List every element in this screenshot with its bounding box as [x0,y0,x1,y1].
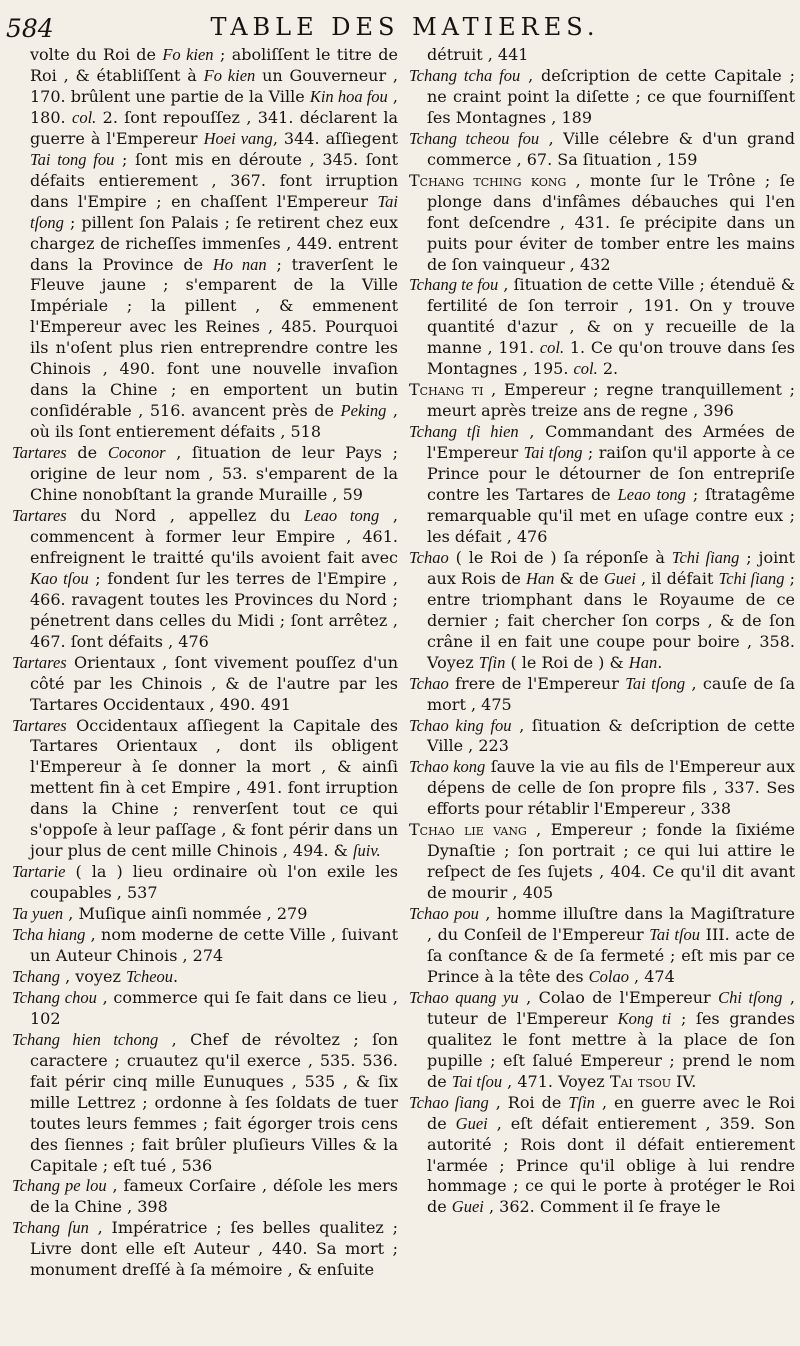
index-entry: Tchao lie vang , Empereur ; fonde la ſixiéme Dynaſtie ; ſon portrait ; ce qui lui attire le reſpect de ſes ſujets , 404. Ce qu'il dit avant de mourir , 405 [409,820,795,903]
index-entry: Tchang tcheou fou , Ville célebre & d'un grand commerce , 67. Sa ſituation , 159 [409,128,795,169]
index-entry: Tartares Orientaux , ſont vivement pouſſez d'un côté par les Chinois , & de l'autre par les Tartares Occidentaux , 490. 491 [12,652,398,714]
index-entry: Tartares Occidentaux aſſiegent la Capitale des Tartares Orientaux , dont ils obligent l'Empereur à ſe donner la mort , & ainſi mettent fin à cet Empire , 491. font irruption dans la Chine ; renverſent tout ce qui s'oppoſe à leur paſſage , & font périr dans un jour plus de cent mille Chinois , 494. & ſuiv. [12,715,398,861]
running-title: TABLE DES MATIERES. [210,13,600,41]
index-entry: Tchang ti , Empereur ; regne tranquillement ; meurt après treize ans de regne , 396 [409,380,795,421]
index-entry: détruit , 441 [427,45,529,64]
index-entry: Ta yuen , Muſique ainſi nommée , 279 [12,904,308,924]
index-entry: volte du Roi de Fo kien ; aboliſſent le titre de Roi , & établiſſent à Fo kien un Gouverneur , 170. brûlent une partie de la Ville Kin hoa fou , 180. col. 2. ſont repouſſez , 341. déclarent la guerre à l'Empereur Hoei vang, 344. aſſiegent Tai tong fou ; ſont mis en déroute , 345. ſont défaits entierement , 367. font irruption dans l'Empire ; en chaſſent l'Empereur Tai tſong ; pillent ſon Palais ; ſe retirent chez eux chargez de richeſſes immenſes , 449. entrent dans la Province de Ho nan ; traverſent le Fleuve jaune ; s'emparent de la Ville Impériale ; la pillent , & emmenent l'Empereur avec les Reines , 485. Pourquoi ils n'oſent plus rien entreprendre contre les Chinois , 490. font une nouvelle invaſion dans la Chine ; en emportent un butin conſidérable , 516. avancent près de Peking , où ils ſont entierement défaits , 518 [30,45,399,442]
right-column [409,45,795,1218]
index-entry: Tchang hien tchong , Chef de révoltez ; ſon caractere ; cruautez qu'il exerce , 535. 536. fait périr cinq mille Eunuques , 535 , & ſix mille Lettrez ; ordonne à ſes ſoldats de tuer toutes leurs femmes ; fait égorger trois cens des ſiennes ; fait brûler pluſieurs Villes & la Capitale ; eſt tué , 536 [12,1029,398,1175]
index-entry: Tchang pe lou , fameux Corſaire , déſole les mers de la Chine , 398 [12,1176,398,1217]
index-entry: Tartarie ( la ) lieu ordinaire où l'on exile les coupables , 537 [12,862,398,903]
index-entry: Tchang tſi hien , Commandant des Armées de l'Empereur Tai tſong ; raiſon qu'il apporte à ce Prince pour le détourner de ſon entrepriſe contre les Tartares de Leao tong ; ſtratagême remarquable qu'il met en uſage contre eux ; les défait , 476 [409,422,796,546]
index-entry: Tchang , voyez Tcheou. [12,966,179,986]
index-entry: Tchao pou , homme illuſtre dans la Magiſtrature , du Conſeil de l'Empereur Tai tſou III. acte de ſa conſtance & de ſa fermeté ; eſt mis par ce Prince à la tête des Colao , 474 [409,904,795,986]
index-entry: Tcha hiang , nom moderne de cette Ville , ſuivant un Auteur Chinois , 274 [12,925,399,965]
index-entry: Tchao ( le Roi de ) ſa réponſe à Tchi ſiang ; joint aux Rois de Han & de Guei , il défait Tchi ſiang ; entre triomphant dans le Royaume de ce dernier ; fait chercher ſon corps , & de ſon crâne il en fait une coupe pour boire , 358. Voyez Tſin ( le Roi de ) & Han. [409,547,795,672]
index-entry: Tchang te fou , ſituation de cette Ville ; étenduë & fertilité de ſon terroir , 191. On y trouve quantité d'azur , & on y recueille de la manne , 191. col. 1. Ce qu'on trouve dans ſes Montagnes , 195. col. 2. [409,275,796,379]
left-column [12,45,398,1281]
index-entry: Tchang tching kong , monte ſur le Trône ; ſe plonge dans d'infâmes débauches qui l'en font deſcendre , 431. ſe précipite dans un puits pour éviter de tomber entre les mains de ſon vainqueur , 432 [409,170,795,274]
page-number: 584 [6,14,54,43]
index-entry: Tartares du Nord , appellez du Leao tong , commencent à former leur Empire , 461. enfreignent le traitté qu'ils avoient fait avec Kao tſou ; fondent ſur les terres de l'Empire , 466. ravagent toutes les Provinces du Nord ; pénetrent dans celles du Midi ; ſont arrêtez , 467. ſont défaits , 476 [12,505,399,651]
index-entry: Tchao king fou , ſituation & deſcription de cette Ville , 223 [409,715,795,756]
index-entry: Tchao kong ſauve la vie au fils de l'Empereur aux dépens de celle de ſon propre fils , 337. Ses efforts pour rétablir l'Empereur , 338 [409,757,795,819]
index-entry: Tchang tcha fou , deſcription de cette Capitale ; ne craint point la diſette ; ce que fourniſſent ſes Montagnes , 189 [409,65,795,127]
index-entry: Tchao frere de l'Empereur Tai tſong , cauſe de ſa mort , 475 [409,673,796,714]
index-entry: Tchao ſiang , Roi de Tſin , en guerre avec le Roi de Guei , eſt défait entierement , 359. Son autorité ; Rois dont il défait entierement l'armée ; Prince qu'il oblige à lui rendre hommage ; ce qui le porte à protéger le Roi de Guei , 362. Comment il ſe fraye le [409,1092,796,1217]
index-entry: Tartares de Coconor , ſituation de leur Pays ; origine de leur nom , 53. s'emparent de la Chine nonobſtant la grande Muraille , 59 [12,443,398,505]
index-entry: Tchang ſun , Impératrice ; ſes belles qualitez ; Livre dont elle eſt Auteur , 440. Sa mort ; monument dreſſé à ſa mémoire , & enſuite [12,1218,398,1280]
index-entry: Tchang chou , commerce qui ſe fait dans ce lieu , 102 [12,987,398,1028]
index-entry: Tchao quang yu , Colao de l'Empereur Chi tſong , tuteur de l'Empereur Kong ti ; ſes grandes qualitez le font mettre à la place de ſon pupille ; eſt ſalué Empereur ; prend le nom de Tai tſou , 471. Voyez Tai tsou IV. [409,987,795,1091]
